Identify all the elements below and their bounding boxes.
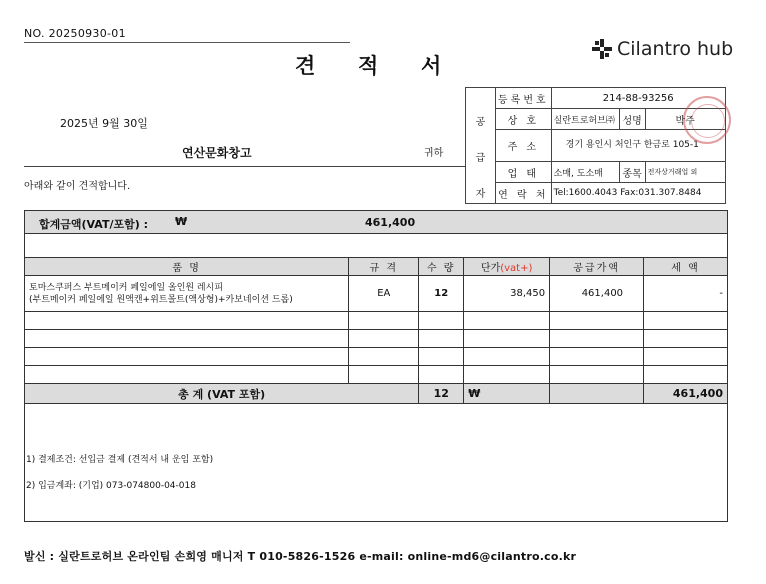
table-row — [25, 366, 728, 384]
table-row — [25, 348, 728, 366]
sum-qty: 12 — [419, 384, 464, 404]
brand-name: Cilantro hub — [617, 38, 734, 60]
total-label: 합계금액(VAT/포함) : — [39, 218, 148, 231]
item-qty: 12 — [419, 276, 464, 312]
type-label: 종목 — [619, 162, 645, 183]
item-unit-price: 38,450 — [464, 276, 550, 312]
address: 경기 용인시 처인구 한금로 105-1 — [551, 130, 725, 162]
contact-label: 연 락 처 — [496, 183, 552, 204]
sum-won: ₩ — [464, 384, 550, 404]
unit-price-label: 단가 — [480, 263, 501, 274]
biz-label: 업 태 — [496, 162, 552, 183]
table-row — [25, 276, 728, 312]
item-name-line: 토마스쿠퍼스 부트메이커 페일에일 올인원 레시피 — [29, 282, 224, 293]
supplier-table — [465, 87, 726, 204]
title-char: 견 — [295, 54, 316, 78]
supplier-side-label: 공 — [466, 88, 496, 130]
total-amount: 461,400 — [365, 216, 416, 229]
total-amount-bar — [25, 211, 727, 234]
sum-amount: 461,400 — [644, 384, 728, 404]
reg-label: 등록번호 — [496, 88, 552, 109]
items-table — [24, 257, 728, 404]
title-char: 적 — [358, 54, 379, 78]
item-supply: 461,400 — [550, 276, 644, 312]
addr-label: 주 소 — [496, 130, 552, 162]
vat-note: (vat+) — [500, 263, 533, 274]
reg-value: 214-88-93256 — [551, 88, 725, 109]
payment-terms: 1) 결제조건: 선입금 결제 (견적서 내 운임 포함) — [26, 455, 214, 465]
item-spec: EA — [349, 276, 419, 312]
col-header-item: 품 명 — [25, 258, 349, 276]
document-number: NO. 20250930-01 — [24, 27, 126, 40]
sender-footer: 발신 : 실란트로허브 온라인팀 손희영 매니저 T 010-5826-1526 e-mail: online-md6@cilantro.co.kr — [24, 550, 577, 563]
col-header-spec: 규 격 — [349, 258, 419, 276]
item-name — [25, 276, 349, 312]
col-header-unit-price — [464, 258, 550, 276]
divider — [24, 166, 465, 167]
name-label: 상 호 — [496, 109, 552, 130]
sum-label: 총 계 (VAT 포함) — [25, 384, 419, 404]
won-symbol: ₩ — [175, 215, 188, 228]
col-header-tax: 세 액 — [644, 258, 728, 276]
honorific: 귀하 — [424, 148, 444, 159]
document-title — [295, 50, 484, 80]
sum-row — [25, 384, 728, 404]
supplier-side-label: 자 — [466, 183, 496, 204]
table-row — [25, 312, 728, 330]
rep-label: 성명 — [619, 109, 645, 130]
supplier-side-label: 급 — [466, 130, 496, 183]
contact-value: Tel:1600.4043 Fax:031.307.8484 — [551, 183, 725, 204]
type-value: 전자상거래업 외 — [645, 162, 725, 183]
table-row — [25, 330, 728, 348]
brand-logo — [591, 38, 733, 60]
col-header-supply: 공급가액 — [550, 258, 644, 276]
divider — [24, 42, 350, 43]
item-tax: - — [644, 276, 728, 312]
item-name-line: (부트메이커 페일에일 원액캔+위트몰트(액상형)+카보네이션 드롭) — [29, 294, 293, 305]
rep-value: 박주 — [645, 109, 725, 130]
customer-name: 연산문화창고 — [182, 146, 252, 160]
quote-date: 2025년 9월 30일 — [60, 117, 148, 130]
cilantro-leaf-icon — [591, 38, 613, 60]
biz-value: 소매, 도소매 — [551, 162, 619, 183]
greeting: 아래와 같이 견적합니다. — [24, 181, 131, 192]
col-header-qty: 수 량 — [419, 258, 464, 276]
company-seal — [683, 96, 731, 144]
company-name: 실란트로허브㈜ — [551, 109, 619, 130]
title-char: 서 — [421, 54, 442, 78]
bank-account: 2) 입금계좌: (기업) 073-074800-04-018 — [26, 481, 196, 491]
